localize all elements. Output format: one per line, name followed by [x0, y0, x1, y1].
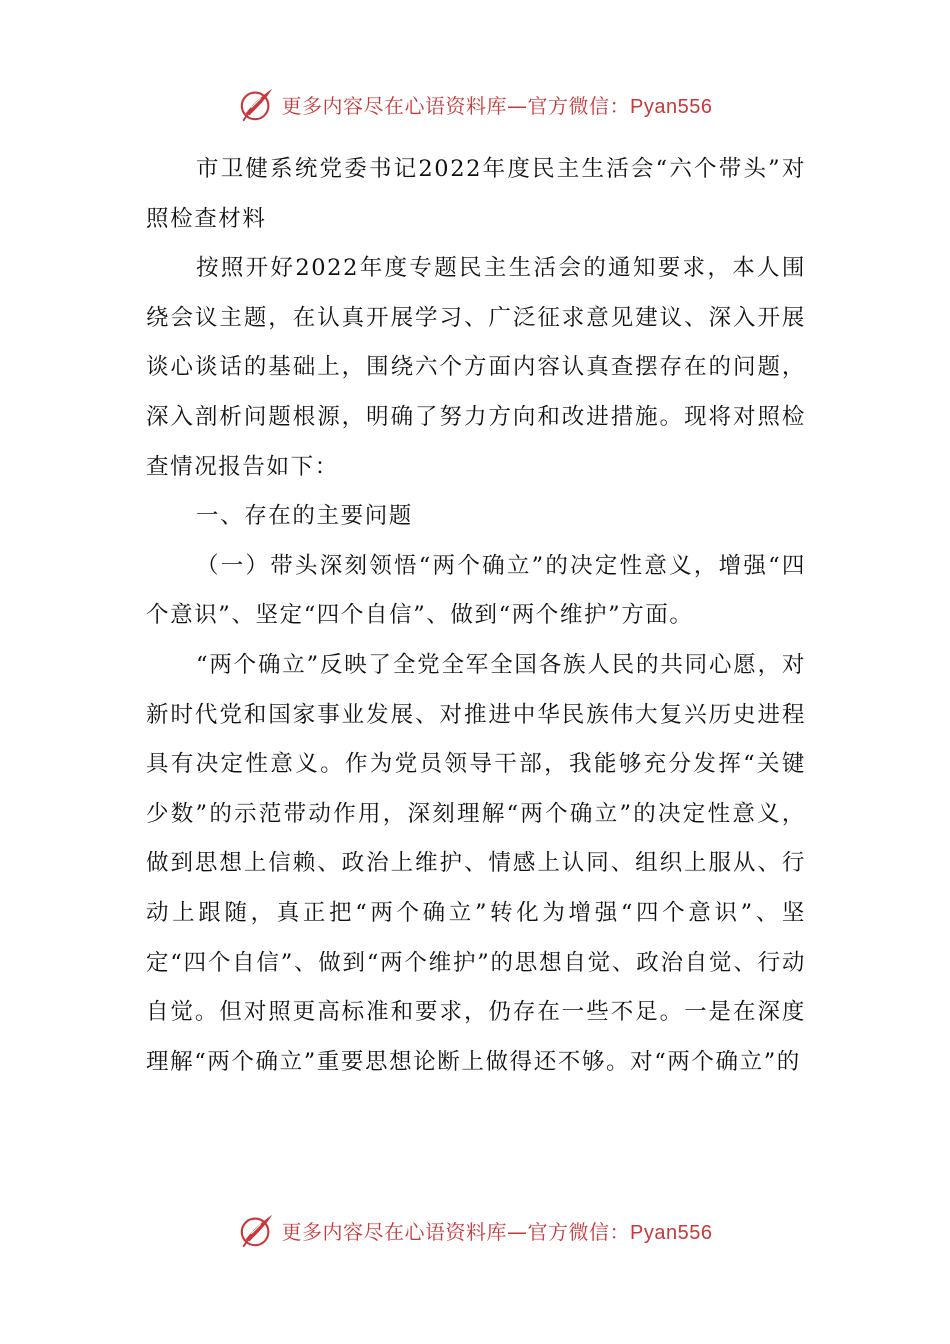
footer-watermark-banner	[0, 1208, 950, 1252]
header-watermark-banner	[0, 82, 950, 126]
watermark-text: 更多内容尽在心语资料库—官方微信：Pyan556	[281, 93, 713, 118]
section-heading: 一、存在的主要问题	[196, 503, 413, 530]
wechat-handle: Pyan556	[630, 1221, 713, 1244]
quill-pen-seal-icon	[238, 85, 276, 123]
document-title: 市卫健系统党委书记2022年度民主生活会“六个带头”对照检查材料	[146, 156, 806, 232]
watermark-text: 更多内容尽在心语资料库—官方微信：Pyan556	[281, 1219, 713, 1244]
document-body	[146, 145, 806, 1087]
intro-paragraph: 按照开好2022年度专题民主生活会的通知要求，本人围绕会议主题，在认真开展学习、广泛征求意见建议、深入开展谈心谈话的基础上，围绕六个方面内容认真查摆存在的问题，深入剖析问题根源，明确了努力方向和改进措施。现将对照检查情况报告如下：	[146, 255, 806, 480]
subsection-heading: （一）带头深刻领悟“两个确立”的决定性意义，增强“四个意识”、坚定“四个自信”、做到“两个维护”方面。	[146, 552, 806, 629]
body-paragraph: “两个确立”反映了全党全军全国各族人民的共同心愿，对新时代党和国家事业发展、对推进中华民族伟大复兴历史进程具有决定性意义。作为党员领导干部，我能够充分发挥“关键少数”的示范带动作用，深刻理解“两个确立”的决定性意义，做到思想上信赖、政治上维护、情感上认同、组织上服从、行动上跟随，真正把“两个确立”转化为增强“四个意识”、坚定“四个自信”、做到“两个维护”的思想自觉、政治自觉、行动自觉。但对照更高标准和要求，仍存在一些不足。一是在深度理解“两个确立”重要思想论断上做得还不够。对“两个确立”的	[146, 651, 806, 1075]
wechat-handle: Pyan556	[630, 95, 713, 118]
quill-pen-seal-icon	[238, 1211, 276, 1249]
